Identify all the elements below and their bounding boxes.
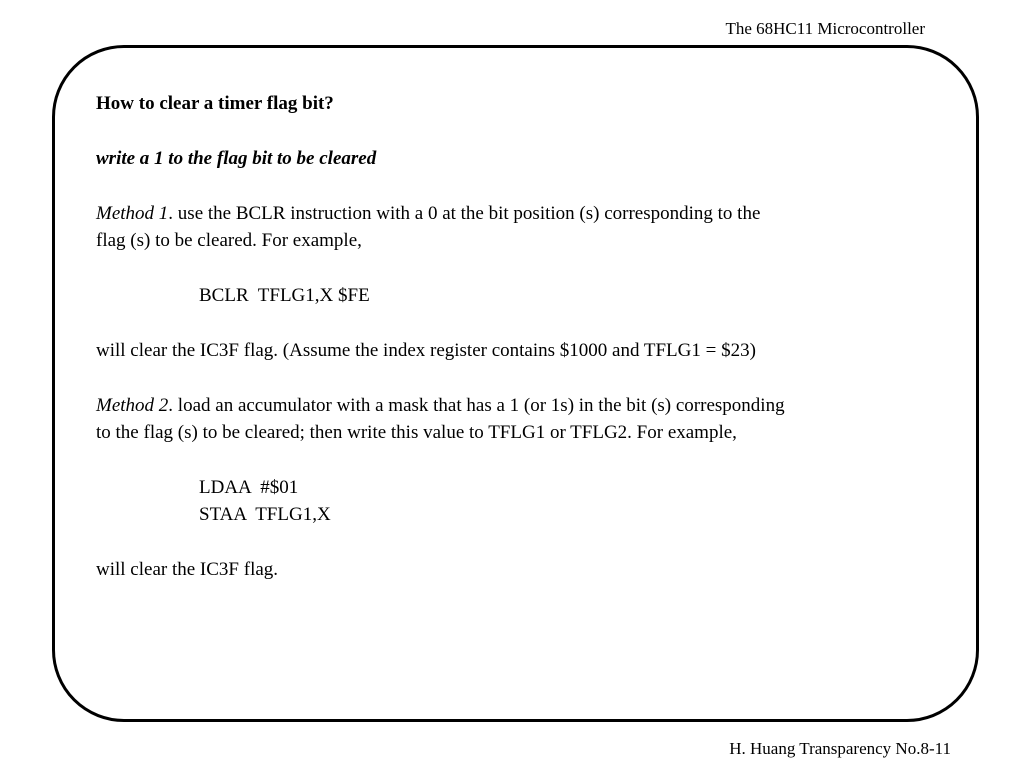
method1-paragraph: Method 1. use the BCLR instruction with a 0 at the bit position (s) corresponding to the [96, 203, 761, 224]
spacer [96, 117, 936, 145]
method2-text-line2: to the flag (s) to be cleared; then write this value to TFLG1 or TFLG2. For example, [96, 422, 737, 443]
method2-result: will clear the IC3F flag. [96, 559, 279, 580]
spacer [96, 254, 936, 282]
slide-heading: How to clear a timer flag bit? [96, 93, 334, 114]
spacer [96, 528, 936, 556]
method1-text-line1: use the BCLR instruction with a 0 at the bit position (s) corresponding to the [177, 203, 761, 224]
method2-label: Method 2 [96, 395, 169, 416]
footer-label: H. Huang Transparency No.8-11 [729, 739, 951, 758]
method2-code-line: STAA TFLG1,X [199, 504, 331, 525]
spacer [96, 446, 936, 474]
method2-text-line1: load an accumulator with a mask that has a 1 (or 1s) in the bit (s) corresponding [177, 395, 785, 416]
method1-label: Method 1 [96, 203, 169, 224]
method1-result: will clear the IC3F flag. (Assume the index register contains $1000 and TFLG1 = $23) [96, 340, 756, 361]
spacer [96, 172, 936, 200]
method1-text-line2: flag (s) to be cleared. For example, [96, 230, 362, 251]
header-title: The 68HC11 Microcontroller [725, 19, 925, 38]
method2-code-line: LDAA #$01 [199, 477, 299, 498]
spacer [96, 309, 936, 337]
spacer [96, 364, 936, 392]
method1-code-line: BCLR TFLG1,X $FE [199, 285, 370, 306]
method2-paragraph: Method 2. load an accumulator with a mask that has a 1 (or 1s) in the bit (s) corresponding [96, 395, 785, 416]
slide-content [96, 90, 936, 583]
slide-subheading: write a 1 to the flag bit to be cleared [96, 148, 377, 169]
